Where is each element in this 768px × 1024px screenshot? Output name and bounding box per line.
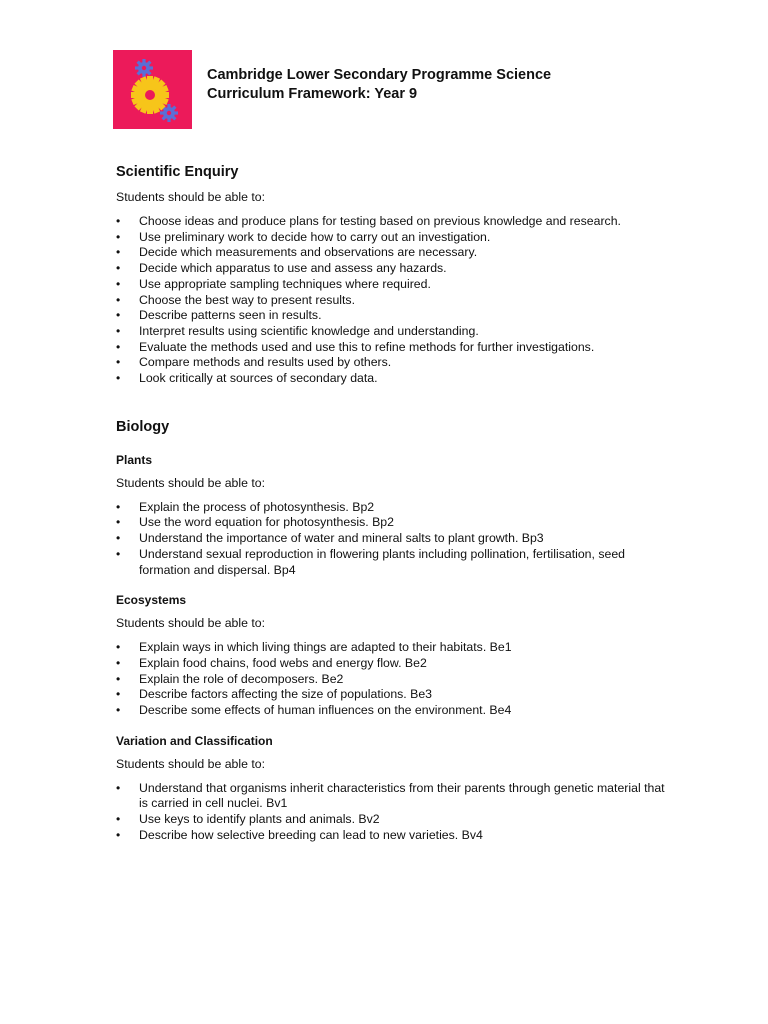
document-title-line2: Curriculum Framework: Year 9: [207, 86, 418, 102]
list-item: • Interpret results using scientific knowledge and understanding.: [116, 324, 676, 340]
list-item: • Explain ways in which living things are adapted to their habitats. Be1: [116, 640, 676, 656]
list-item: • Use preliminary work to decide how to carry out an investigation.: [116, 230, 676, 246]
section-title-biology: Biology: [116, 418, 170, 435]
subsection-title-ecosystems: Ecosystems: [116, 593, 187, 608]
document-body: [116, 162, 676, 844]
subsection-title-plants: Plants: [116, 452, 153, 467]
section-intro: Students should be able to:: [116, 190, 266, 204]
list-item: • Understand sexual reproduction in flowering plants including pollination, fertilisation, seed formation and dispersal. Bp4: [116, 547, 676, 578]
document-title: [207, 66, 551, 104]
list-item: • Look critically at sources of secondary data.: [116, 371, 676, 387]
list-item: • Decide which apparatus to use and assess any hazards.: [116, 261, 676, 277]
list-item: • Describe how selective breeding can lead to new varieties. Bv4: [116, 828, 676, 844]
section-intro: Students should be able to:: [116, 756, 266, 771]
subsection-title-variation-classification: Variation and Classification: [116, 733, 273, 748]
ecosystems-list: [116, 640, 676, 719]
list-item: • Understand that organisms inherit characteristics from their parents through genetic material that is carried in cell nuclei. Bv1: [116, 781, 676, 812]
variation-list: [116, 781, 676, 844]
list-item: • Evaluate the methods used and use this to refine methods for further investigations.: [116, 340, 676, 356]
list-item: • Describe patterns seen in results.: [116, 308, 676, 324]
list-item: • Decide which measurements and observations are necessary.: [116, 245, 676, 261]
list-item: • Use keys to identify plants and animals. Bv2: [116, 812, 676, 828]
list-item: • Choose ideas and produce plans for testing based on previous knowledge and research.: [116, 214, 676, 230]
gears-icon: [113, 50, 192, 129]
section-title-scientific-enquiry: Scientific Enquiry: [116, 164, 239, 180]
list-item: • Describe factors affecting the size of populations. Be3: [116, 687, 676, 703]
list-item: • Understand the importance of water and mineral salts to plant growth. Bp3: [116, 531, 676, 547]
document-title-line1: Cambridge Lower Secondary Programme Science: [207, 67, 552, 83]
logo: [113, 50, 192, 129]
section-intro: Students should be able to:: [116, 616, 266, 631]
list-item: • Explain food chains, food webs and energy flow. Be2: [116, 656, 676, 672]
list-item: • Use appropriate sampling techniques where required.: [116, 277, 676, 293]
scientific-enquiry-list: [116, 214, 676, 387]
list-item: • Describe some effects of human influences on the environment. Be4: [116, 703, 676, 719]
list-item: • Compare methods and results used by others.: [116, 355, 676, 371]
plants-list: [116, 500, 676, 579]
list-item: • Explain the process of photosynthesis. Bp2: [116, 500, 676, 516]
list-item: • Use the word equation for photosynthesis. Bp2: [116, 515, 676, 531]
list-item: • Choose the best way to present results.: [116, 293, 676, 309]
list-item: • Explain the role of decomposers. Be2: [116, 672, 676, 688]
section-intro: Students should be able to:: [116, 475, 266, 490]
